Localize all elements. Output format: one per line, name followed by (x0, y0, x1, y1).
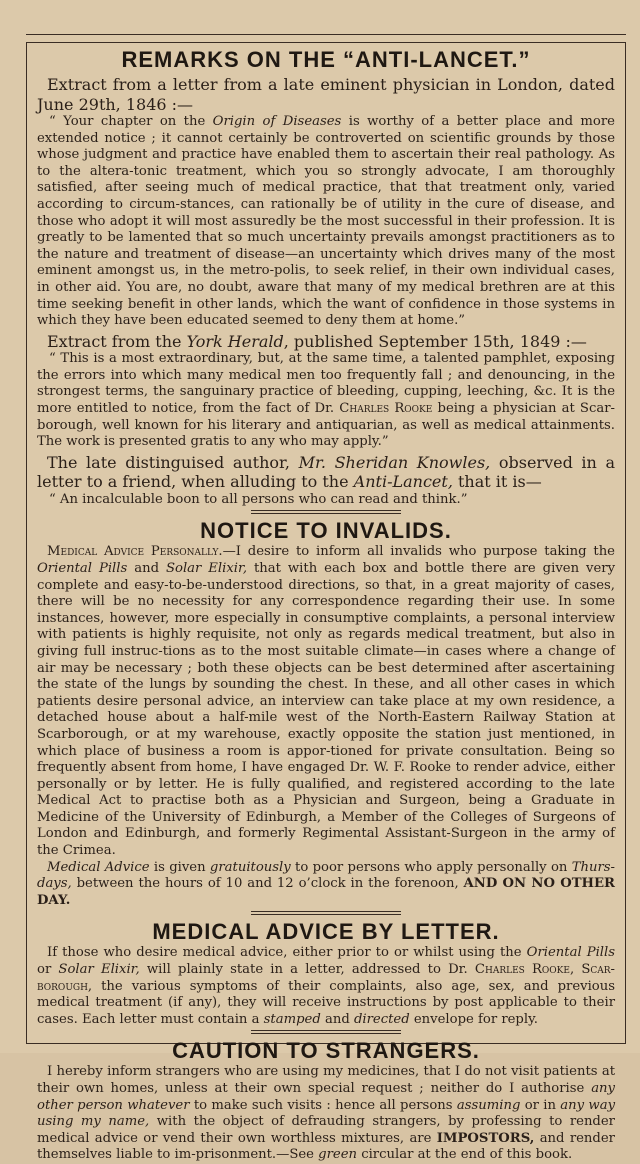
extract-letter-intro: Extract from a letter from a late eminent physician in London, dated June 29th, 1846 :— (37, 75, 615, 114)
advice-by-letter-heading: MEDICAL ADVICE BY LETTER. (152, 919, 500, 945)
section-divider (251, 1030, 401, 1034)
section-divider (251, 911, 401, 915)
caution-heading: CAUTION TO STRANGERS. (172, 1038, 480, 1064)
remarks-heading: REMARKS ON THE “ANTI-LANCET.” (121, 47, 531, 72)
caution-paragraph: I hereby inform strangers who are using my medicines, that I do not visit patients at their own homes, unless at their own special request ; neither do I authorise any other person whatever to make such visits : hence all persons assuming or in any way using my name, with the object of defrauding strangers, by professing to render medical advice or vend their own worthless mixtures, are IMPOSTORS, and render themselves liable to im-prisonment.—See green circular at the end of this book. (37, 1064, 616, 1163)
york-herald-intro: Extract from the York Herald, published September 15th, 1849 :— (47, 331, 587, 351)
section-divider (251, 510, 401, 514)
york-herald-quote: “ This is a most extraordinary, but, at the same time, a talented pamphlet, exposing the errors into which many medical men too frequently fall ; and denouncing, in the strongest terms, the sanguinary practice of bleeding, cupping, leeching, &c. It is the more entitled to notice, from the fact of Dr. Charles Rooke being a physician at Scar-borough, well known for his literary and antiquarian, as well as medical attainments. The work is presented gratis to any who may apply.” (37, 351, 615, 450)
gratuitous-advice-paragraph: Medical Advice is given gratuitously to poor persons who apply personally on Thurs-days, between the hours of 10 and 12 o’clock in the forenoon, AND ON NO OTHER DAY. (37, 859, 616, 908)
top-rule (26, 34, 626, 35)
knowles-quote: “ An incalculable boon to all persons who can read and think.” (49, 491, 468, 507)
medical-advice-paragraph: Medical Advice Personally.—I desire to inform all invalids who purpose taking the Oriental Pills and Solar Elixir, that with each box and bottle there are given very complete and easy-to-be-understood directions, so that, in a great majority of cases, there will be no necessity for any correspondence regarding their use. In some instances, however, more especially in consumptive complaints, a personal interview with patients is highly requisite, not only as regards medical treatment, but also in giving full instruc-tions as to the most suitable climate—in cases where a change of air may be necessary ; both these objects can be best determined after ascertaining the state of the lungs by sounding the chest. In these, and all other cases in which patients desire personal advice, an interview can take place at my own residence, a detached house about a half-mile west of the North-Eastern Railway Station at Scarborough, or at my warehouse, exactly opposite the station just mentioned, in which place of business a room is appor-tioned for private consultation. Being so frequently absent from home, I have engaged Dr. W. F. Rooke to render advice, either personally or by letter. He is fully qualified, and registered according to the late Medical Act to practise both as a Physician and Surgeon, being a Graduate in Medicine of the University of Edinburgh, a Member of the Colleges of Surgeons of London and Edinburgh, and formerly Regimental Assistant-Surgeon in the army of the Crimea. (37, 544, 616, 859)
advertisement-frame (26, 42, 626, 1163)
notice-heading: NOTICE TO INVALIDS. (200, 518, 452, 544)
advice-by-letter-paragraph: If those who desire medical advice, either prior to or whilst using the Oriental Pills or Solar Elixir, will plainly state in a letter, addressed to Dr. Charles Rooke, Scar-borough, the various symptoms of their complaints, also age, sex, and previous medical treatment (if any), they will receive instructions by post applicable to their cases. Each letter must contain a stamped and directed envelope for reply. (37, 945, 615, 1027)
physician-letter-quote: “ Your chapter on the Origin of Diseases is worthy of a better place and more extended notice ; it cannot certainly be controverted on scientific grounds by those whose judgment and practice have enabled them to ascertain their real pathology. As to the altera-tonic treatment, which you so strongly advocate, I am thoroughly satisfied, after seeing much of medical practice, that that treatment only, varied according to circum-stances, can rationally be of utility in the cure of disease, and those who adopt it will most assuredly be the most successful in their profession. It is greatly to be lamented that so much uncertainty prevails amongst practitioners as to the nature and treatment of disease—an uncertainty which drives many of the most eminent amongst us, in the metro-polis, to seek relief, in their own individual cases, in other aid. You are, no doubt, aware that many of my medical brethren are at this time seeking benefit in other lands, which the want of confidence in those systems in which they have been educated seemed to deny them at home.” (37, 114, 615, 329)
knowles-intro: The late distinguised author, Mr. Sheridan Knowles, observed in a letter to a friend, when alluding to the Anti-Lancet, that it is— (37, 452, 616, 492)
